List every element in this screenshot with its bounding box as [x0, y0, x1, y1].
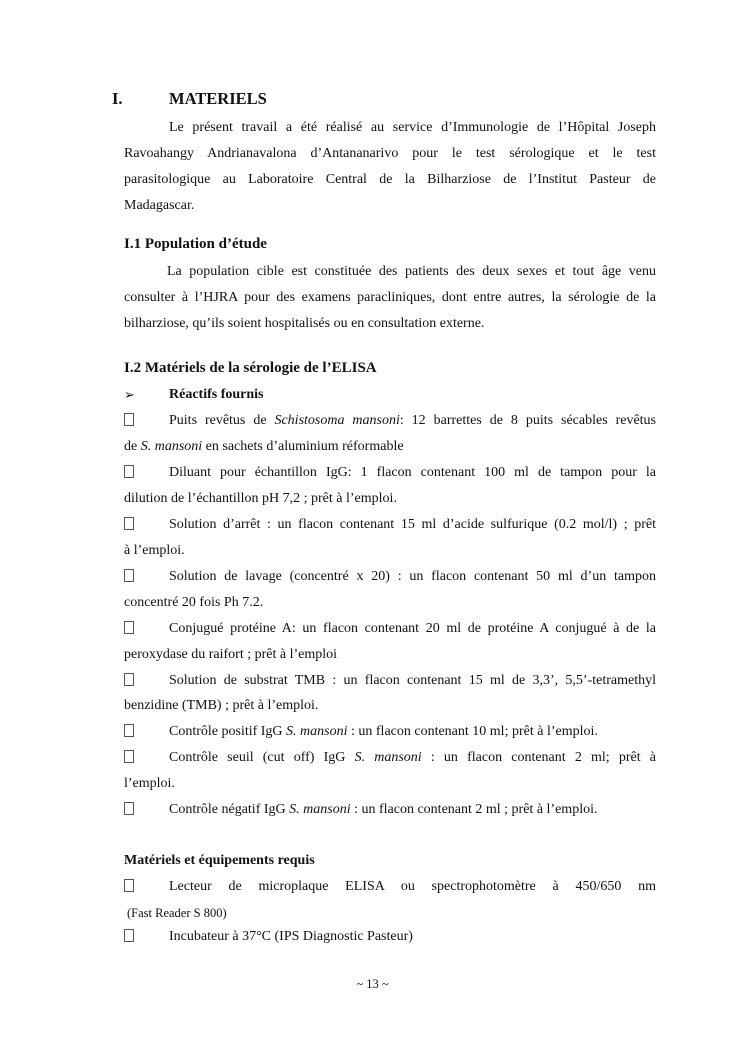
reagent-item-3-line-2: à l’emploi.	[124, 543, 185, 558]
equipment-item-2-line-1: Incubateur à 37°C (IPS Diagnostic Pasteur)	[169, 929, 413, 944]
population-line-2: consulter à l’HJRA pour des examens paracliniques, dont entre autres, la sérologie de la	[124, 290, 656, 305]
page-number: ~ 13 ~	[356, 977, 389, 991]
intro-line-1: Le présent travail a été réalisé au service d’Immunologie de l’Hôpital Joseph	[169, 120, 656, 135]
reagents-heading: Réactifs fournis	[169, 387, 264, 402]
subsection-title-population: I.1 Population d’étude	[124, 236, 267, 252]
reagent-item-7-line-1: Contrôle positif IgG S. mansoni : un flacon contenant 10 ml; prêt à l’emploi.	[169, 724, 598, 739]
checkbox-bullet-icon	[124, 464, 134, 482]
reagent-item-8-line-2: l’emploi.	[124, 776, 175, 791]
checkbox-bullet-icon	[124, 749, 134, 767]
reagent-item-2-line-2: dilution de l’échantillon pH 7,2 ; prêt à l’emploi.	[124, 491, 397, 506]
section-number: I.	[112, 89, 123, 108]
arrow-bullet-icon: ➢	[124, 387, 135, 402]
intro-line-4: Madagascar.	[124, 198, 195, 213]
reagent-item-1-line-2: de S. mansoni en sachets d’aluminium réformable	[124, 439, 404, 454]
checkbox-bullet-icon	[124, 723, 134, 741]
checkbox-bullet-icon	[124, 568, 134, 586]
equipment-item-1-line-1: Lecteur de microplaque ELISA ou spectrophotomètre à 450/650 nm	[169, 879, 656, 894]
intro-line-2: Ravoahangy Andrianavalona d’Antananarivo pour le test sérologique et le test	[124, 146, 656, 161]
reagent-item-5-line-2: peroxydase du raifort ; prêt à l’emploi	[124, 647, 338, 662]
reagent-item-9-line-1: Contrôle négatif IgG S. mansoni : un flacon contenant 2 ml ; prêt à l’emploi.	[169, 802, 598, 817]
reagent-item-6-line-1: Solution de substrat TMB : un flacon contenant 15 ml de 3,3’, 5,5’-tetramethyl	[169, 673, 656, 688]
checkbox-bullet-icon	[124, 928, 134, 946]
reagent-item-8-line-1: Contrôle seuil (cut off) IgG S. mansoni : un flacon contenant 2 ml; prêt à	[169, 750, 656, 765]
equipment-item-1-line-2: (Fast Reader S 800)	[127, 906, 227, 920]
equipment-heading: Matériels et équipements requis	[124, 853, 315, 868]
subsection-title-elisa: I.2 Matériels de la sérologie de l’ELISA	[124, 360, 377, 376]
reagent-item-4-line-1: Solution de lavage (concentré x 20) : un flacon contenant 50 ml d’un tampon	[169, 569, 656, 584]
checkbox-bullet-icon	[124, 620, 134, 638]
reagent-item-1-line-1: Puits revêtus de Schistosoma mansoni: 12 barrettes de 8 puits sécables revêtus	[169, 413, 657, 428]
reagent-item-2-line-1: Diluant pour échantillon IgG: 1 flacon contenant 100 ml de tampon pour la	[169, 465, 656, 480]
checkbox-bullet-icon	[124, 412, 134, 430]
section-title: MATERIELS	[169, 89, 267, 108]
checkbox-bullet-icon	[124, 878, 134, 896]
intro-line-3: parasitologique au Laboratoire Central de la Bilharziose de l’Institut Pasteur de	[124, 172, 656, 187]
reagent-item-6-line-2: benzidine (TMB) ; prêt à l’emploi.	[124, 698, 319, 713]
reagent-item-5-line-1: Conjugué protéine A: un flacon contenant 20 ml de protéine A conjugué à de la	[169, 621, 656, 636]
population-line-3: bilharziose, qu’ils soient hospitalisés ou en consultation externe.	[124, 316, 485, 331]
checkbox-bullet-icon	[124, 672, 134, 690]
reagent-item-3-line-1: Solution d’arrêt : un flacon contenant 15 ml d’acide sulfurique (0.2 mol/l) ; prêt	[169, 517, 656, 532]
reagent-item-4-line-2: concentré 20 fois Ph 7.2.	[124, 595, 264, 610]
population-line-1: La population cible est constituée des patients des deux sexes et tout âge venu	[167, 264, 656, 279]
checkbox-bullet-icon	[124, 516, 134, 534]
checkbox-bullet-icon	[124, 801, 134, 819]
